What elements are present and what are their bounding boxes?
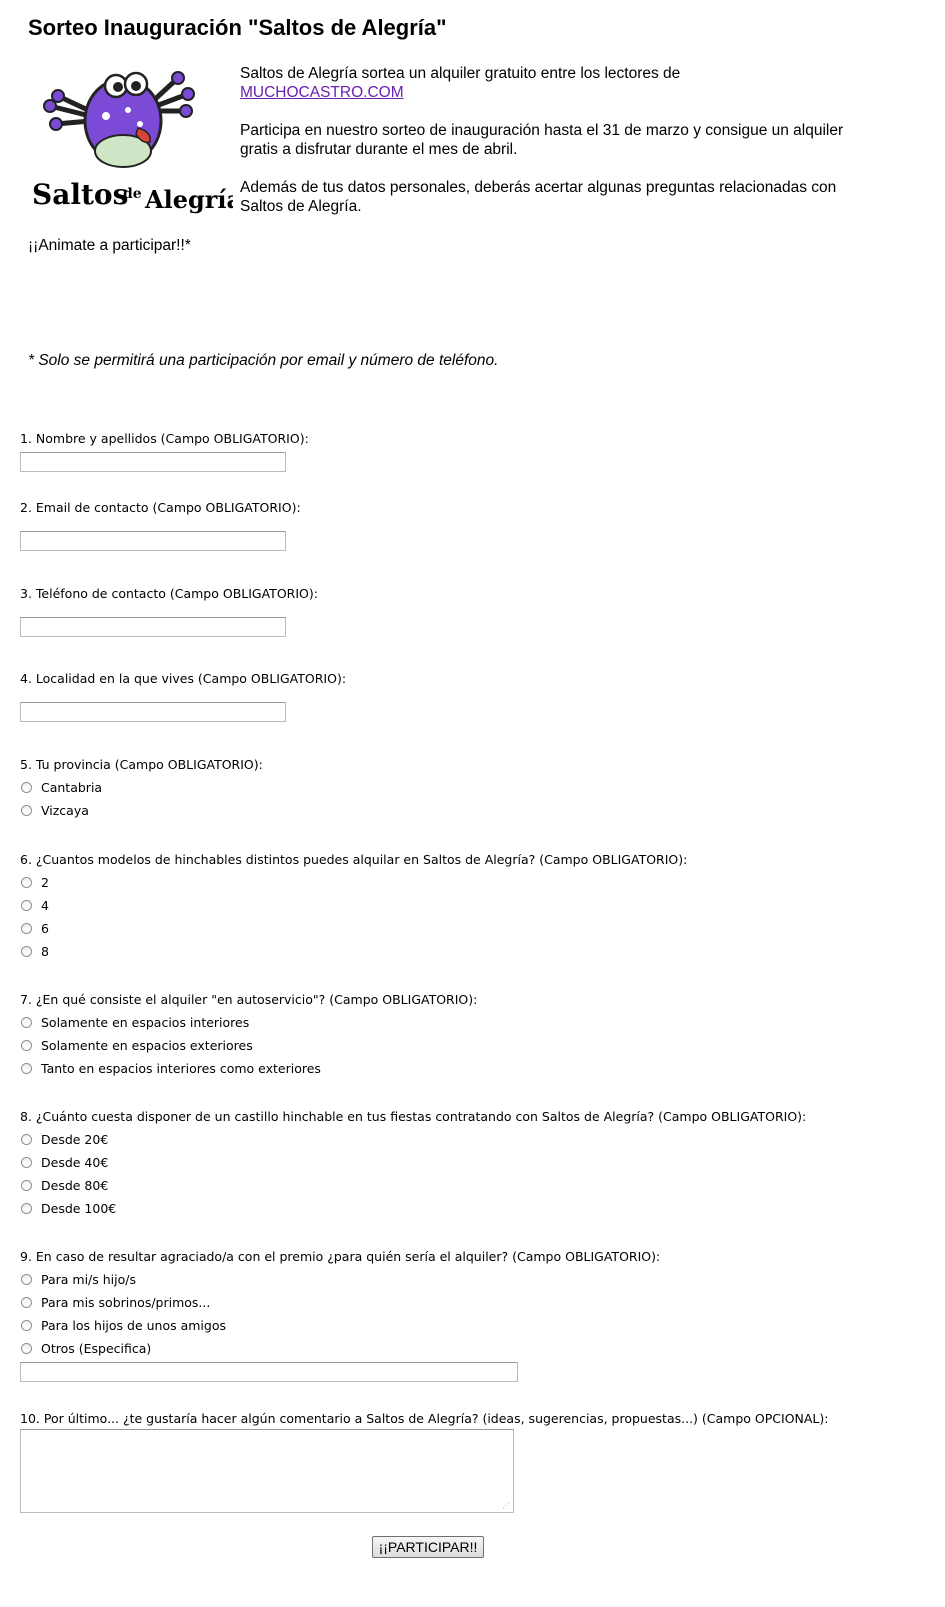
resize-grip-icon[interactable]: ⋰: [502, 1501, 510, 1510]
phone-input[interactable]: [20, 617, 286, 637]
radio-button[interactable]: [21, 1017, 32, 1028]
muchocastro-link[interactable]: MUCHOCASTRO.COM: [240, 84, 404, 101]
town-input[interactable]: [20, 702, 286, 722]
saltos-de-alegria-logo: [28, 66, 233, 216]
other-specify-input[interactable]: [20, 1362, 518, 1382]
radio-button[interactable]: [21, 946, 32, 957]
radio-button[interactable]: [21, 1203, 32, 1214]
question-6-label: 6. ¿Cuantos modelos de hinchables distintos puedes alquilar en Saltos de Alegría? (Campo OBLIGATORIO):: [20, 852, 688, 867]
radio-button[interactable]: [21, 782, 32, 793]
q6-option-3[interactable]: [20, 917, 687, 940]
option-label: Vizcaya: [41, 803, 89, 818]
option-label: Tanto en espacios interiores como exteriores: [41, 1061, 321, 1076]
radio-button[interactable]: [21, 1297, 32, 1308]
q8-option-3[interactable]: [20, 1174, 806, 1197]
radio-button[interactable]: [21, 923, 32, 934]
q6-option-4[interactable]: [20, 940, 687, 963]
frog-mascot-icon: [28, 66, 233, 216]
comments-textarea[interactable]: [20, 1429, 514, 1513]
radio-button[interactable]: [21, 1157, 32, 1168]
q9-option-3[interactable]: [20, 1314, 660, 1337]
q6-option-1[interactable]: [20, 871, 687, 894]
question-4-label: 4. Localidad en la que vives (Campo OBLIGATORIO):: [20, 671, 347, 686]
option-label: Solamente en espacios interiores: [41, 1015, 250, 1030]
radio-button[interactable]: [21, 1320, 32, 1331]
option-label: Desde 80€: [41, 1178, 109, 1193]
q9-option-2[interactable]: [20, 1291, 660, 1314]
email-input[interactable]: [20, 531, 286, 551]
option-label: Para los hijos de unos amigos: [41, 1318, 226, 1333]
q9-option-1[interactable]: [20, 1268, 660, 1291]
option-label: 2: [41, 875, 49, 890]
intro-paragraph-2: Participa en nuestro sorteo de inauguración hasta el 31 de marzo y consigue un alquiler gratis a disfrutar durante el mes de abril.: [240, 122, 844, 158]
question-2-label: 2. Email de contacto (Campo OBLIGATORIO):: [20, 500, 301, 515]
question-10: [20, 1411, 828, 1513]
q5-option-2[interactable]: [20, 799, 263, 822]
page-title: Sorteo Inauguración "Saltos de Alegría": [28, 15, 447, 40]
question-1: [20, 431, 309, 472]
q9-option-4[interactable]: [20, 1337, 660, 1360]
question-2: [20, 500, 301, 551]
radio-button[interactable]: [21, 1180, 32, 1191]
option-label: Otros (Especifica): [41, 1341, 152, 1356]
option-label: Para mi/s hijo/s: [41, 1272, 136, 1287]
question-1-label: 1. Nombre y apellidos (Campo OBLIGATORIO):: [20, 431, 309, 446]
question-10-label: 10. Por último... ¿te gustaría hacer algún comentario a Saltos de Alegría? (ideas, sugerencias, propuestas...) (Campo OPCIONAL):: [20, 1411, 829, 1426]
svg-text:Alegría: Alegría: [145, 185, 233, 214]
option-label: Solamente en espacios exteriores: [41, 1038, 253, 1053]
question-8: [20, 1109, 806, 1220]
question-9: [20, 1249, 660, 1382]
q8-option-2[interactable]: [20, 1151, 806, 1174]
q7-option-1[interactable]: [20, 1011, 477, 1034]
intro-paragraph-1: Saltos de Alegría sortea un alquiler gratuito entre los lectores de: [240, 65, 681, 82]
option-label: 8: [41, 944, 49, 959]
option-label: Desde 100€: [41, 1201, 117, 1216]
option-label: Desde 20€: [41, 1132, 109, 1147]
radio-button[interactable]: [21, 877, 32, 888]
option-label: 4: [41, 898, 49, 913]
intro-paragraph-3: Además de tus datos personales, deberás acertar algunas preguntas relacionadas con Saltos de Alegría.: [240, 179, 837, 215]
q7-option-3[interactable]: [20, 1057, 477, 1080]
question-6: [20, 852, 687, 963]
question-5-label: 5. Tu provincia (Campo OBLIGATORIO):: [20, 757, 263, 772]
participation-note: * Solo se permitirá una participación por email y número de teléfono.: [28, 352, 499, 369]
svg-text:de: de: [123, 186, 142, 202]
intro-text: [240, 64, 870, 235]
svg-text:Saltos: Saltos: [32, 178, 129, 211]
radio-button[interactable]: [21, 1134, 32, 1145]
q5-option-1[interactable]: [20, 776, 263, 799]
radio-button[interactable]: [21, 900, 32, 911]
q7-option-2[interactable]: [20, 1034, 477, 1057]
radio-button[interactable]: [21, 1274, 32, 1285]
q8-option-1[interactable]: [20, 1128, 806, 1151]
animate-text: ¡¡Animate a participar!!*: [28, 237, 191, 254]
option-label: Desde 40€: [41, 1155, 109, 1170]
option-label: Para mis sobrinos/primos...: [41, 1295, 211, 1310]
question-7: [20, 992, 477, 1080]
name-input[interactable]: [20, 452, 286, 472]
question-8-label: 8. ¿Cuánto cuesta disponer de un castillo hinchable en tus fiestas contratando con Saltos de Alegría? (Campo OBLIGATORIO):: [20, 1109, 807, 1124]
question-5: [20, 757, 263, 822]
question-4: [20, 671, 346, 722]
option-label: Cantabria: [41, 780, 103, 795]
radio-button[interactable]: [21, 1343, 32, 1354]
radio-button[interactable]: [21, 805, 32, 816]
question-9-label: 9. En caso de resultar agraciado/a con el premio ¿para quién sería el alquiler? (Campo OBLIGATORIO):: [20, 1249, 661, 1264]
question-7-label: 7. ¿En qué consiste el alquiler "en autoservicio"? (Campo OBLIGATORIO):: [20, 992, 478, 1007]
participate-button[interactable]: ¡¡PARTICIPAR!!: [372, 1536, 484, 1558]
q6-option-2[interactable]: [20, 894, 687, 917]
radio-button[interactable]: [21, 1040, 32, 1051]
option-label: 6: [41, 921, 49, 936]
question-3: [20, 586, 318, 637]
question-3-label: 3. Teléfono de contacto (Campo OBLIGATORIO):: [20, 586, 318, 601]
radio-button[interactable]: [21, 1063, 32, 1074]
q8-option-4[interactable]: [20, 1197, 806, 1220]
